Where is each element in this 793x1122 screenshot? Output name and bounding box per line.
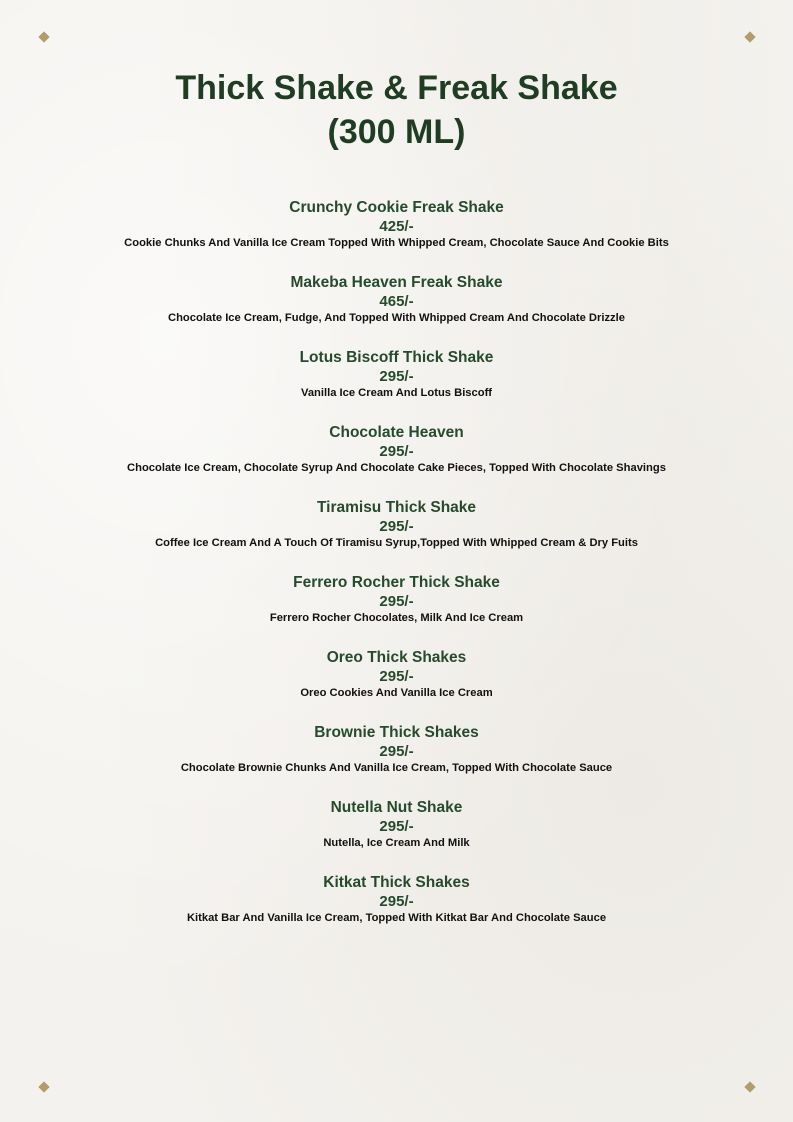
item-price: 295/- [379, 668, 414, 685]
menu-item [0, 348, 793, 401]
item-name: Lotus Biscoff Thick Shake [299, 349, 494, 366]
item-price: 295/- [379, 518, 414, 535]
item-name: Brownie Thick Shakes [314, 724, 479, 741]
item-price: 295/- [379, 893, 414, 910]
menu-item [0, 873, 793, 926]
item-price: 295/- [379, 743, 414, 760]
corner-diamond-ornament [744, 1081, 755, 1092]
item-name: Ferrero Rocher Thick Shake [293, 574, 500, 591]
item-name: Chocolate Heaven [329, 424, 464, 441]
item-price: 295/- [379, 368, 414, 385]
item-description: Oreo Cookies And Vanilla Ice Cream [300, 687, 493, 699]
corner-diamond-ornament [38, 31, 49, 42]
item-description: Chocolate Brownie Chunks And Vanilla Ice Cream, Topped With Chocolate Sauce [180, 762, 613, 774]
menu-list [0, 198, 793, 948]
item-price: 295/- [379, 443, 414, 460]
menu-item [0, 198, 793, 251]
item-name: Tiramisu Thick Shake [316, 499, 477, 516]
item-price: 465/- [379, 293, 414, 310]
item-name: Crunchy Cookie Freak Shake [289, 199, 504, 216]
menu-item [0, 573, 793, 626]
item-description: Chocolate Ice Cream, Fudge, And Topped With Whipped Cream And Chocolate Drizzle [168, 312, 625, 324]
item-description: Chocolate Ice Cream, Chocolate Syrup And Chocolate Cake Pieces, Topped With Chocolate Shavings [127, 462, 666, 474]
item-name: Nutella Nut Shake [330, 799, 463, 816]
item-name: Kitkat Thick Shakes [323, 874, 470, 891]
menu-item [0, 498, 793, 551]
item-description: Cookie Chunks And Vanilla Ice Cream Topped With Whipped Cream, Chocolate Sauce And Cookie Bits [124, 237, 669, 249]
menu-item [0, 273, 793, 326]
item-description: Coffee Ice Cream And A Touch Of Tiramisu Syrup,Topped With Whipped Cream & Dry Fuits [155, 537, 638, 549]
menu-item [0, 423, 793, 476]
corner-diamond-ornament [744, 31, 755, 42]
item-name: Oreo Thick Shakes [326, 649, 467, 666]
item-price: 295/- [379, 818, 414, 835]
corner-diamond-ornament [38, 1081, 49, 1092]
item-description: Nutella, Ice Cream And Milk [323, 837, 470, 849]
item-description: Vanilla Ice Cream And Lotus Biscoff [300, 387, 493, 399]
title-line-2: (300 ML) [327, 113, 466, 151]
item-description: Kitkat Bar And Vanilla Ice Cream, Topped With Kitkat Bar And Chocolate Sauce [186, 912, 607, 924]
item-description: Ferrero Rocher Chocolates, Milk And Ice Cream [269, 612, 524, 624]
menu-item [0, 648, 793, 701]
page-title [0, 66, 793, 154]
menu-item [0, 723, 793, 776]
title-line-1: Thick Shake & Freak Shake [175, 69, 618, 107]
item-price: 425/- [379, 218, 414, 235]
menu-item [0, 798, 793, 851]
item-name: Makeba Heaven Freak Shake [290, 274, 503, 291]
item-price: 295/- [379, 593, 414, 610]
